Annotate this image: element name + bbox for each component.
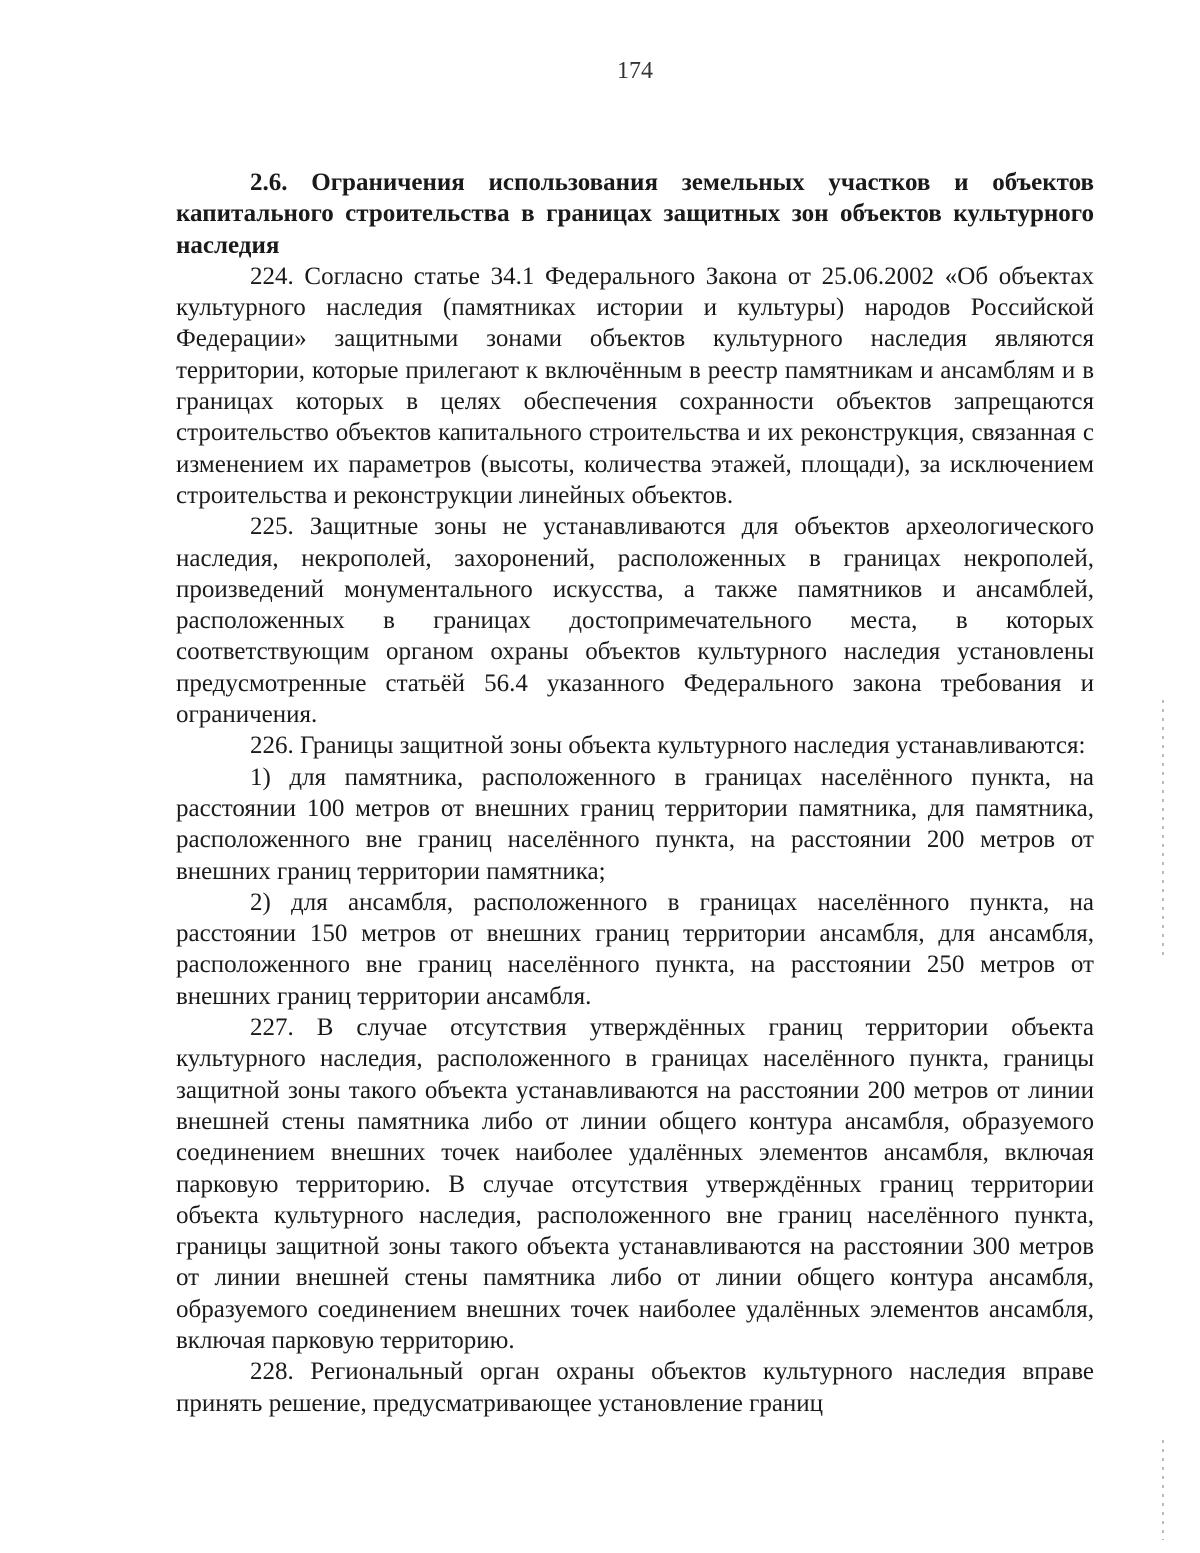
- paragraph-224: 224. Согласно статье 34.1 Федерального Закона от 25.06.2002 «Об объектах культурного наследия (памятниках истории и культуры) народов Российской Федерации» защитными зонами объектов культурного наследия являются территории, которые прилегают к включённым в реестр памятникам и ансамблям и в границах которых в целях обеспечения сохранности объектов запрещаются строительство объектов капитального строительства и их реконструкция, связанная с изменением их параметров (высоты, количества этажей, площади), за исключением строительства и реконструкции линейных объектов.: [176, 262, 1094, 509]
- section-heading: 2.6. Ограничения использования земельных участков и объектов капитального строительства в границах защитных зон объектов культурного наследия: [176, 169, 1094, 259]
- paragraph-226: 226. Границы защитной зоны объекта культурного наследия устанавливаются:: [250, 732, 1086, 760]
- paragraph-227: 227. В случае отсутствия утверждённых границ территории объекта культурного наследия, расположенного в границах населённого пункта, границы защитной зоны такого объекта устанавливаются на расстоянии 200 метров от линии внешней стены памятника либо от линии общего контура ансамбля, образуемого соединением внешних точек наиболее удалённых элементов ансамбля, включая парковую территорию. В случае отсутствия утверждённых границ территории объекта культурного наследия, расположенного вне границ населённого пункта, границы защитной зоны такого объекта устанавливаются на расстоянии 300 метров от линии внешней стены памятника либо от линии общего контура ансамбля, образуемого соединением внешних точек наиболее удалённых элементов ансамбля, включая парковую территорию.: [176, 1014, 1094, 1354]
- page-number: 174: [617, 58, 653, 84]
- paragraph-226-item-1: 1) для памятника, расположенного в границах населённого пункта, на расстоянии 100 метров от внешних границ территории памятника, для памятника, расположенного вне границ населённого пункта, на расстоянии 200 метров от внешних границ территории памятника;: [176, 763, 1094, 885]
- paragraph-225: 225. Защитные зоны не устанавливаются для объектов археологического наследия, некрополей, захоронений, расположенных в границах некрополей, произведений монументального искусства, а также памятников и ансамблей, расположенных в границах достопримечательного места, в которых соответствующим органом охраны объектов культурного наследия установлены предусмотренные статьёй 56.4 указанного Федерального закона требования и ограничения.: [176, 513, 1094, 729]
- paragraph-228: 228. Региональный орган охраны объектов культурного наследия вправе принять решение, предусматривающее установление границ: [176, 1358, 1094, 1417]
- paragraph-226-item-2: 2) для ансамбля, расположенного в границах населённого пункта, на расстоянии 150 метров от внешних границ территории ансамбля, для ансамбля, расположенного вне границ населённого пункта, на расстоянии 250 метров от внешних границ территории ансамбля.: [176, 888, 1094, 1010]
- scan-edge-mark: [1162, 700, 1164, 960]
- scan-edge-mark: [1162, 1440, 1164, 1540]
- document-body: [176, 167, 1094, 1419]
